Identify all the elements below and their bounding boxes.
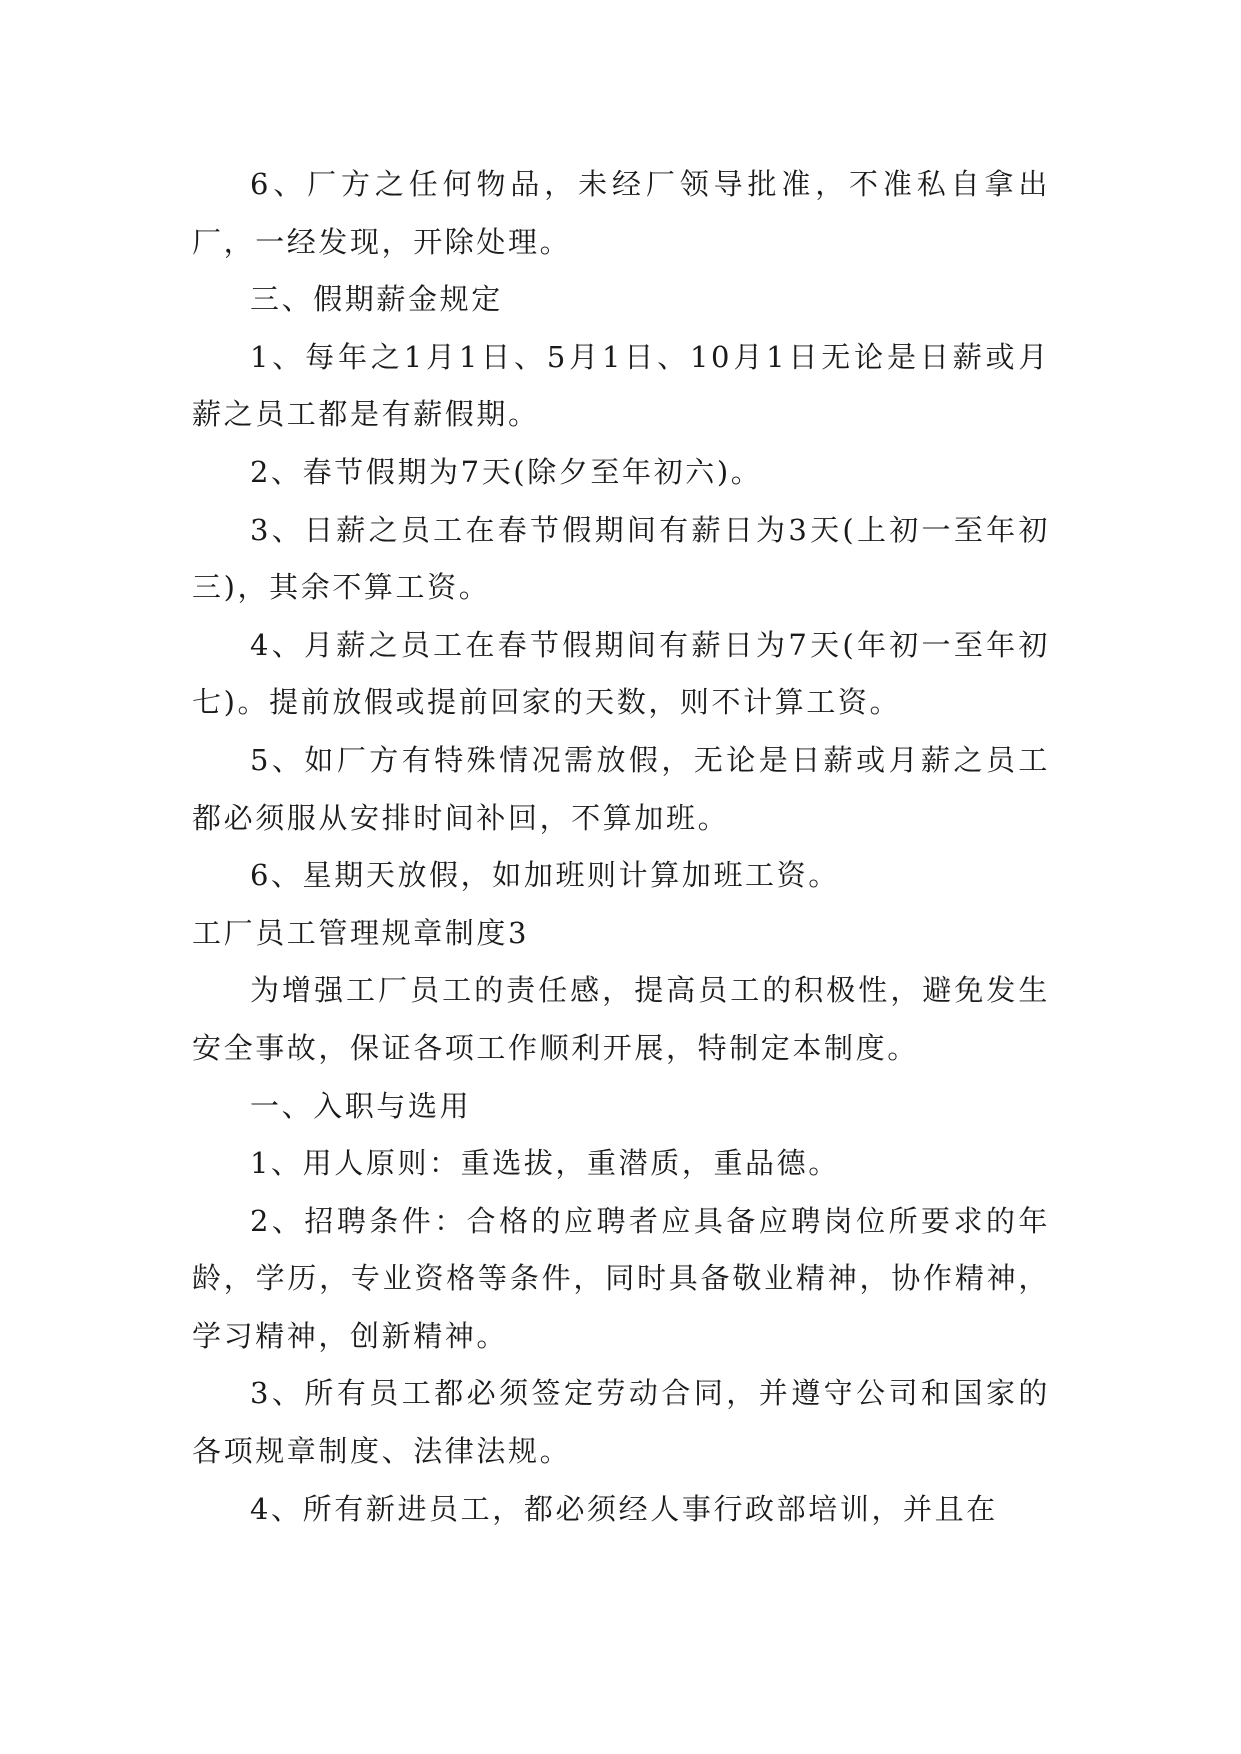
paragraph: 6、星期天放假，如加班则计算加班工资。 [250, 858, 840, 893]
paragraph: 2、招聘条件：合格的应聘者应具备应聘岗位所要求的年龄，学历，专业资格等条件，同时具备敬业精神，协作精神，学习精神，创新精神。 [192, 1203, 1050, 1353]
paragraph: 3、所有员工都必须签定劳动合同，并遵守公司和国家的各项规章制度、法律法规。 [192, 1376, 1050, 1469]
paragraph: 2、春节假期为7天(除夕至年初六)。 [250, 454, 763, 489]
section-heading: 三、假期薪金规定 [250, 282, 503, 317]
document-title: 工厂员工管理规章制度3 [192, 915, 530, 950]
paragraph: 1、用人原则：重选拔，重潜质，重品德。 [250, 1146, 840, 1181]
section-heading: 一、入职与选用 [250, 1088, 472, 1123]
paragraph: 5、如厂方有特殊情况需放假，无论是日薪或月薪之员工都必须服从安排时间补回，不算加班。 [192, 742, 1050, 835]
paragraph: 3、日薪之员工在春节假期间有薪日为3天(上初一至年初三)，其余不算工资。 [192, 512, 1050, 605]
document-body [192, 156, 1050, 1538]
paragraph: 4、月薪之员工在春节假期间有薪日为7天(年初一至年初七)。提前放假或提前回家的天数，则不计算工资。 [192, 627, 1050, 720]
paragraph: 为增强工厂员工的责任感，提高员工的积极性，避免发生安全事故，保证各项工作顺利开展，特制定本制度。 [192, 973, 1050, 1065]
paragraph: 1、每年之1月1日、5月1日、10月1日无论是日薪或月薪之员工都是有薪假期。 [192, 339, 1050, 432]
paragraph: 6、厂方之任何物品，未经厂领导批准，不准私自拿出厂，一经发现，开除处理。 [192, 167, 1050, 259]
paragraph: 4、所有新进员工，都必须经人事行政部培训，并且在 [250, 1491, 998, 1526]
